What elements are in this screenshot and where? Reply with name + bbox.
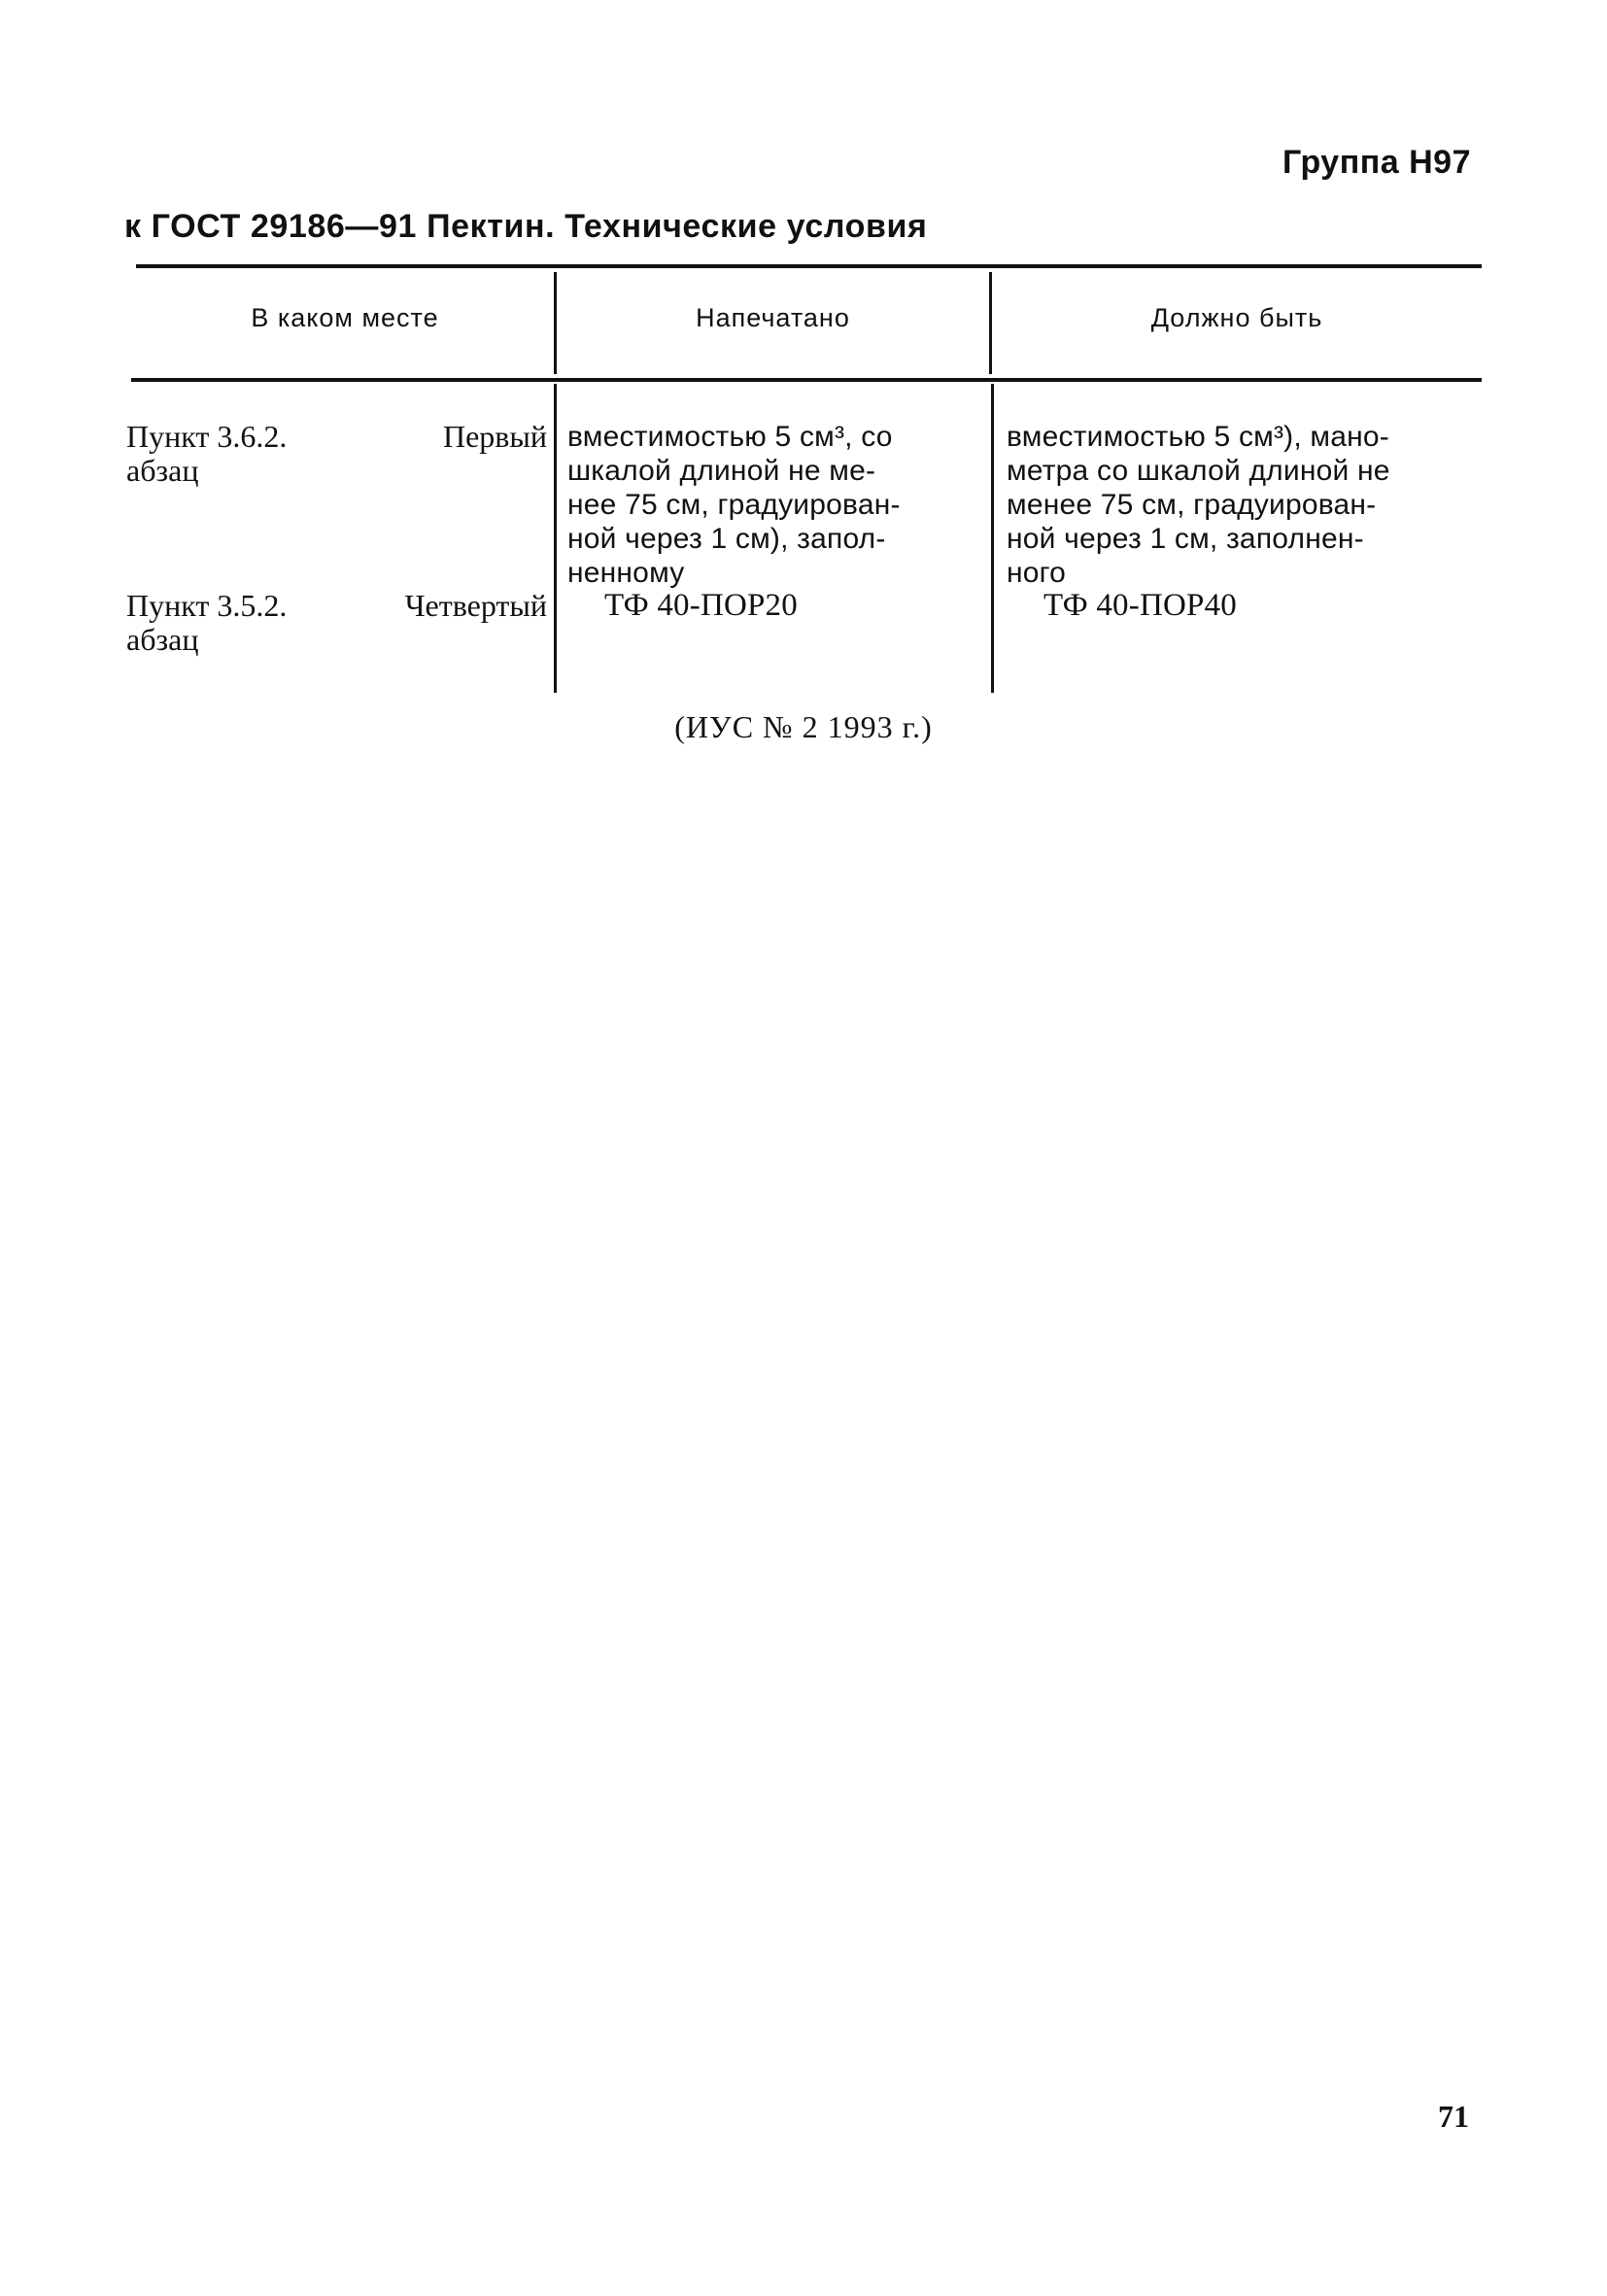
correct-line: вместимостью 5 см³), мано- [1007, 421, 1389, 453]
group-label: Группа Н97 [1282, 144, 1471, 181]
correct-line: ной через 1 см, заполнен- [1007, 523, 1364, 555]
table-row-2-correct [1007, 589, 1481, 623]
printed-line: ной через 1 см), запол- [567, 523, 886, 555]
location-line-1 [126, 589, 547, 623]
document-title: к ГОСТ 29186—91 Пектин. Технические условия [124, 208, 928, 245]
column-header-correct: Должно быть [1150, 303, 1323, 332]
table-row-1-location [126, 420, 547, 488]
correct-line: метра со шкалой длиной не [1007, 455, 1390, 487]
page-number: 71 [1438, 2099, 1469, 2134]
printed-line: шкалой длиной не ме- [567, 455, 876, 487]
table-row-1-printed [567, 420, 983, 590]
printed-line: нее 75 см, градуирован- [567, 489, 901, 521]
location-point: Пункт 3.6.2. [126, 419, 288, 454]
correct-line: ного [1007, 557, 1067, 589]
location-point: Пункт 3.5.2. [126, 588, 288, 623]
table-row-1-correct [1007, 420, 1481, 590]
column-header-location: В каком месте [251, 303, 439, 332]
column-header-printed: Напечатано [696, 303, 850, 332]
table-row-2-location [126, 589, 547, 657]
location-line-2: абзац [126, 453, 199, 488]
location-line-2: абзац [126, 622, 199, 657]
source-reference: (ИУС № 2 1993 г.) [674, 709, 933, 744]
correct-line: менее 75 см, градуирован- [1007, 489, 1377, 521]
location-paragraph: Первый [442, 419, 547, 454]
location-line-1 [126, 420, 547, 454]
body-divider-1 [554, 384, 557, 693]
table-header-rule [131, 378, 1482, 382]
printed-code: ТФ 40-ПОР20 [604, 588, 798, 623]
body-divider-2 [991, 384, 994, 693]
table-top-rule [136, 264, 1482, 268]
correct-code: ТФ 40-ПОР40 [1043, 588, 1237, 623]
table-row-2-printed [567, 589, 983, 623]
printed-line: вместимостью 5 см³, со [567, 421, 893, 453]
printed-line: ненному [567, 557, 685, 589]
location-paragraph: Четвертый [404, 588, 547, 623]
